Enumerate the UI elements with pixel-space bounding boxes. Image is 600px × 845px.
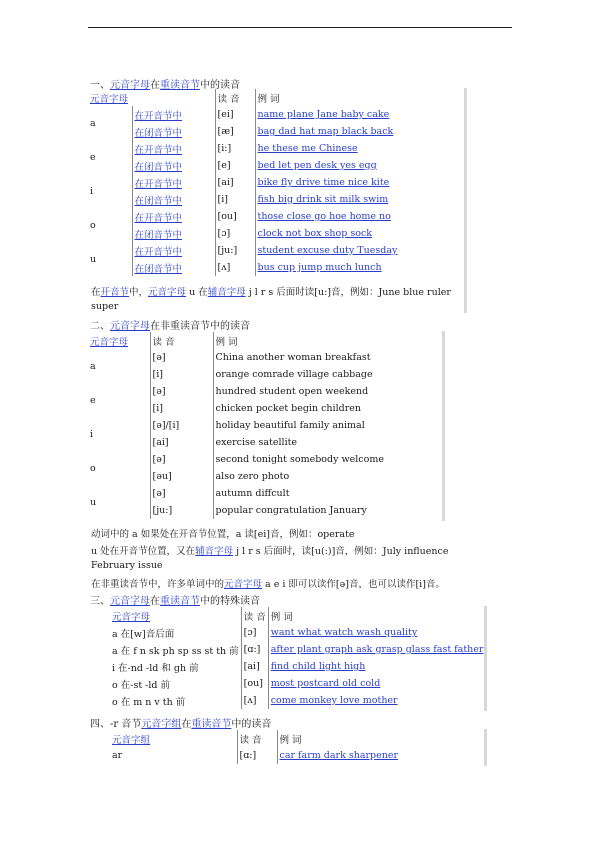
table-row: [88, 208, 464, 225]
table-row: [110, 641, 485, 658]
examples-link[interactable]: clock not box shop sock: [257, 228, 373, 239]
examples-link[interactable]: student excuse duty Tuesday: [257, 245, 398, 256]
examples-link[interactable]: bike fly drive time nice kite: [257, 177, 390, 188]
section1-table: [88, 89, 464, 276]
section2-note-3: February issue: [91, 560, 163, 571]
section2-note-2: u 处在开音节位置，又在辅音字母 j l r s 后面时，读[u(:)]音，例如：July influence: [91, 546, 449, 557]
examples-cell: also zero photo: [213, 468, 442, 485]
rule-cell: a 在 f n sk ph sp ss st th 前: [112, 645, 239, 657]
sound-cell: [ai]: [150, 434, 213, 451]
header-examples: 例 词: [255, 89, 464, 106]
examples-link[interactable]: after plant graph ask grasp glass fast father: [270, 644, 484, 655]
section2-note-1: 动词中的 a 如果处在开音节位置，a 读[ei]音，例如：operate: [91, 529, 355, 540]
sound-cell: [əu]: [150, 468, 213, 485]
sound-cell: [ə]: [150, 383, 213, 400]
rule-cell: o 在-st -ld 前: [112, 679, 171, 691]
section1-note-line2: super: [91, 301, 119, 312]
rule-cell: a 在[w]音后面: [112, 628, 175, 640]
link-consonant-letters[interactable]: 辅音字母: [195, 546, 234, 557]
table-row: [88, 157, 464, 174]
vowel-cell: a: [90, 117, 96, 129]
section4-table-shadow: [484, 729, 487, 766]
link-vowel-letters[interactable]: 元音字母: [110, 321, 150, 332]
examples-link[interactable]: bag dad hat map black back: [257, 126, 394, 137]
header-sound: 读 音: [237, 730, 277, 747]
syllable-link[interactable]: 在开音节中: [134, 144, 183, 156]
syllable-link[interactable]: 在开音节中: [134, 178, 183, 190]
sound-cell: [ə]: [150, 451, 213, 468]
section3-heading: 三、元音字母在重读音节中的特殊读音: [90, 596, 260, 607]
examples-cell: hundred student open weekend: [213, 383, 442, 400]
table-row: [88, 485, 442, 502]
table-row: [110, 747, 484, 764]
examples-cell: holiday beautiful family animal: [213, 417, 442, 434]
syllable-link[interactable]: 在闭音节中: [134, 161, 183, 173]
section1-table-shadow: [464, 88, 467, 313]
vowel-cell: e: [90, 394, 96, 406]
table-row: [88, 417, 442, 434]
section4-heading: 四、-r 音节元音字组在重读音节中的读音: [90, 719, 272, 730]
examples-link[interactable]: bed let pen desk yes egg: [257, 160, 377, 171]
sound-cell: [i]: [150, 400, 213, 417]
table-header-row: [110, 607, 485, 624]
link-vowel-groups[interactable]: 元音字组: [141, 719, 182, 730]
examples-cell: chicken pocket begin children: [213, 400, 442, 417]
link-vowel-letters[interactable]: 元音字母: [224, 579, 263, 590]
link-stressed-syllable[interactable]: 重读音节: [160, 596, 200, 607]
sound-cell: [i]: [150, 366, 213, 383]
sound-cell: [ʌ]: [215, 259, 255, 276]
link-vowel-letters[interactable]: 元音字母: [110, 596, 150, 607]
vowel-cell: i: [90, 428, 94, 440]
group-cell: ar: [112, 750, 123, 761]
sound-cell: [ɑ:]: [237, 747, 277, 764]
sound-cell: [ʌ]: [241, 692, 268, 709]
top-rule: [88, 27, 512, 28]
syllable-link[interactable]: 在闭音节中: [134, 229, 183, 241]
table-row: [110, 675, 485, 692]
sound-cell: [æ]: [215, 123, 255, 140]
examples-link[interactable]: he these me Chinese: [257, 143, 358, 154]
header-sound: 读 音: [241, 607, 268, 624]
section1-note: 在开音节中，元音字母 u 在辅音字母 j l r s 后面时读[u:]音，例如：June blue ruler: [91, 287, 451, 298]
sound-cell: [ə]: [150, 485, 213, 502]
sound-cell: [ju:]: [150, 502, 213, 519]
header-sound: 读 音: [215, 89, 255, 106]
table-header-row: [88, 89, 464, 106]
examples-link[interactable]: want what watch wash quality: [270, 627, 418, 638]
table-row: [88, 191, 464, 208]
table-row: [88, 106, 464, 123]
syllable-link[interactable]: 在开音节中: [134, 212, 183, 224]
examples-link[interactable]: most postcard old cold: [270, 678, 381, 689]
vowel-cell: i: [90, 185, 94, 197]
rule-cell: i 在-nd -ld 和 gh 前: [112, 662, 199, 674]
table-row: [88, 242, 464, 259]
examples-cell: popular congratulation January: [213, 502, 442, 519]
rule-cell: o 在 m n v th 前: [112, 696, 186, 708]
header-examples: 例 词: [277, 730, 484, 747]
header-vowel-letters[interactable]: 元音字母: [90, 93, 129, 105]
link-stressed-syllable[interactable]: 重读音节: [191, 719, 232, 730]
examples-link[interactable]: car farm dark sharpener: [279, 750, 399, 761]
examples-link[interactable]: name plane Jane baby cake: [257, 109, 390, 120]
examples-cell: orange comrade village cabbage: [213, 366, 442, 383]
vowel-cell: a: [90, 360, 96, 372]
syllable-link[interactable]: 在闭音节中: [134, 195, 183, 207]
table-row: [88, 259, 464, 276]
sound-cell: [ju:]: [215, 242, 255, 259]
section1-heading: 一、元音字母在重读音节中的读音: [90, 80, 240, 91]
sound-cell: [ai]: [241, 658, 268, 675]
table-row: [88, 174, 464, 191]
examples-link[interactable]: fish big drink sit milk swim: [257, 194, 389, 205]
vowel-cell: o: [90, 219, 96, 231]
syllable-link[interactable]: 在闭音节中: [134, 263, 183, 275]
syllable-link[interactable]: 在开音节中: [134, 110, 183, 122]
sound-cell: [ə]: [150, 349, 213, 366]
header-vowel-letters[interactable]: 元音字母: [90, 336, 129, 348]
syllable-link[interactable]: 在开音节中: [134, 246, 183, 258]
syllable-link[interactable]: 在闭音节中: [134, 127, 183, 139]
section2-table: [88, 332, 442, 519]
sound-cell: [ɔ]: [241, 624, 268, 641]
header-examples: 例 词: [268, 607, 485, 624]
table-row: [110, 692, 485, 709]
section2-heading: 二、元音字母在非重读音节中的读音: [90, 321, 250, 332]
examples-link[interactable]: bus cup jump much lunch: [257, 262, 382, 273]
examples-cell: China another woman breakfast: [213, 349, 442, 366]
sound-cell: [i]: [215, 191, 255, 208]
link-vowel-letters[interactable]: 元音字母: [110, 80, 150, 91]
section2-note-4: 在非重读音节中，许多单词中的元音字母 a e i 即可以读作[ə]音，也可以读作[i]音。: [91, 579, 445, 590]
header-vowel-groups[interactable]: 元音字组: [112, 734, 151, 746]
examples-cell: exercise satellite: [213, 434, 442, 451]
sound-cell: [ɔ]: [215, 225, 255, 242]
link-open-syllable[interactable]: 开音节: [100, 287, 130, 298]
sound-cell: [ei]: [215, 106, 255, 123]
sound-cell: [e]: [215, 157, 255, 174]
examples-cell: second tonight somebody welcome: [213, 451, 442, 468]
table-row: [88, 140, 464, 157]
sound-cell: [ə]/[i]: [150, 417, 213, 434]
header-sound: 读 音: [150, 332, 213, 349]
link-stressed-syllable[interactable]: 重读音节: [160, 80, 200, 91]
section4-table: [110, 730, 484, 764]
header-vowel-letters[interactable]: 元音字母: [112, 611, 151, 623]
vowel-cell: o: [90, 462, 96, 474]
examples-link[interactable]: those close go hoe home no: [257, 211, 391, 222]
examples-link[interactable]: find child light high: [270, 661, 366, 672]
sound-cell: [ou]: [241, 675, 268, 692]
vowel-cell: e: [90, 151, 96, 163]
examples-link[interactable]: come monkey love mother: [270, 695, 398, 706]
table-header-row: [88, 332, 442, 349]
sound-cell: [ou]: [215, 208, 255, 225]
table-header-row: [110, 730, 484, 747]
examples-cell: autumn diffcult: [213, 485, 442, 502]
table-row: [88, 451, 442, 468]
table-row: [110, 624, 485, 641]
sound-cell: [i:]: [215, 140, 255, 157]
vowel-cell: u: [90, 496, 97, 508]
sound-cell: [ai]: [215, 174, 255, 191]
table-row: [88, 123, 464, 140]
section2-table-shadow: [442, 331, 445, 521]
header-examples: 例 词: [213, 332, 442, 349]
table-row: [88, 383, 442, 400]
section3-table: [110, 607, 485, 709]
table-row: [88, 349, 442, 366]
vowel-cell: u: [90, 253, 97, 265]
link-vowel-letters[interactable]: 元音字母: [148, 287, 187, 298]
link-consonant-letters[interactable]: 辅音字母: [207, 287, 246, 298]
sound-cell: [ɑ:]: [241, 641, 268, 658]
table-row: [110, 658, 485, 675]
table-row: [88, 225, 464, 242]
